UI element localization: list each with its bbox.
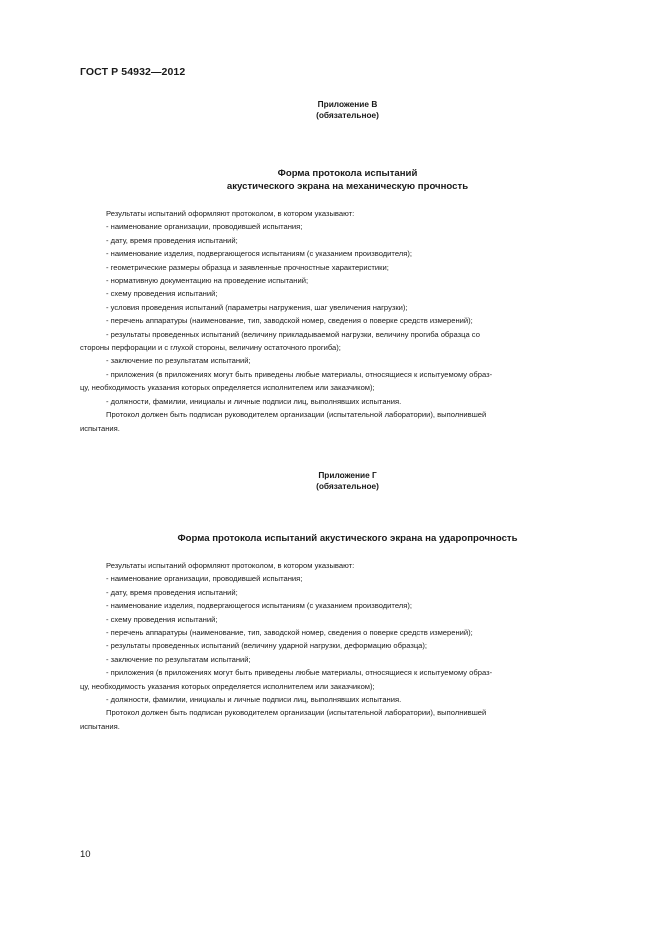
annex-v-line: - должности, фамилии, инициалы и личные подписи лиц, выполнявших испытания. [106, 396, 402, 406]
annex-g-line: - приложения (в приложениях могут быть приведены любые материалы, относящиеся к испытуемому образ- [106, 668, 493, 678]
annex-v-line: - схему проведения испытаний; [106, 289, 218, 299]
annex-v-line: испытания. [80, 423, 120, 433]
annex-g-line: испытания. [80, 721, 120, 731]
annex-g-line: цу, необходимость указания которых определяется исполнителем или заказчиком); [80, 681, 375, 691]
annex-v-title-line2: акустического экрана на механическую прочность [226, 181, 469, 192]
annex-v-line: - перечень аппаратуры (наименование, тип, заводской номер, сведения о поверке средств измерений); [106, 316, 473, 326]
annex-g-line: - заключение по результатам испытаний; [106, 654, 251, 664]
annex-g-line: - наименование изделия, подвергающегося испытаниям (с указанием производителя); [106, 601, 412, 611]
annex-v-status: (обязательное) [316, 110, 379, 120]
page-number: 10 [80, 849, 91, 860]
annex-v-line: стороны перфорации и с глухой стороны, величину остаточного прогиба); [80, 343, 341, 353]
annex-g-line: Протокол должен быть подписан руководителем организации (испытательной лаборатории), выполнившей [106, 708, 487, 718]
annex-g-line: - схему проведения испытаний; [106, 614, 218, 624]
annex-v-line: Протокол должен быть подписан руководителем организации (испытательной лаборатории), выполнившей [106, 410, 487, 420]
annex-g-body [80, 559, 615, 733]
document-code: ГОСТ Р 54932—2012 [80, 66, 186, 78]
annex-v-line: - наименование изделия, подвергающегося испытаниям (с указанием производителя); [106, 249, 412, 259]
annex-v-title-line1: Форма протокола испытаний [277, 168, 418, 179]
annex-v-section [80, 99, 615, 435]
annex-v-body [80, 207, 615, 435]
annex-v-line: - наименование организации, проводившей испытания; [106, 222, 303, 232]
annex-g-line: - наименование организации, проводившей испытания; [106, 574, 303, 584]
annex-v-line: - нормативную документацию на проведение испытаний; [106, 276, 309, 286]
annex-v-line: - приложения (в приложениях могут быть приведены любые материалы, относящиеся к испытуемому образ- [106, 369, 493, 379]
annex-v-label: Приложение В [317, 99, 378, 109]
annex-v-line: - условия проведения испытаний (параметры нагружения, шаг увеличения нагрузки); [106, 302, 408, 312]
annex-v-line: цу, необходимость указания которых определяется исполнителем или заказчиком); [80, 383, 375, 393]
annex-v-line: - геометрические размеры образца и заявленные прочностные характеристики; [106, 262, 389, 272]
annex-v-line: - заключение по результатам испытаний; [106, 356, 251, 366]
annex-v-line: - дату, время проведения испытаний; [106, 235, 238, 245]
annex-g-status: (обязательное) [316, 481, 379, 491]
annex-g-section [80, 470, 615, 733]
annex-g-line: - дату, время проведения испытаний; [106, 587, 238, 597]
annex-g-line: Результаты испытаний оформляют протоколом, в котором указывают: [106, 561, 355, 570]
annex-g-title: Форма протокола испытаний акустического экрана на ударопрочность [177, 533, 518, 544]
annex-g-line: - должности, фамилии, инициалы и личные подписи лиц, выполнявших испытания. [106, 695, 402, 705]
annex-g-line: - перечень аппаратуры (наименование, тип, заводской номер, сведения о поверке средств измерений); [106, 628, 473, 638]
annex-v-line: Результаты испытаний оформляют протоколом, в котором указывают: [106, 209, 355, 218]
annex-g-label: Приложение Г [318, 470, 377, 480]
annex-v-line: - результаты проведенных испытаний (величину прикладываемой нагрузки, величину прогиба образца со [106, 329, 480, 339]
annex-g-line: - результаты проведенных испытаний (величину ударной нагрузки, деформацию образца); [106, 641, 428, 651]
